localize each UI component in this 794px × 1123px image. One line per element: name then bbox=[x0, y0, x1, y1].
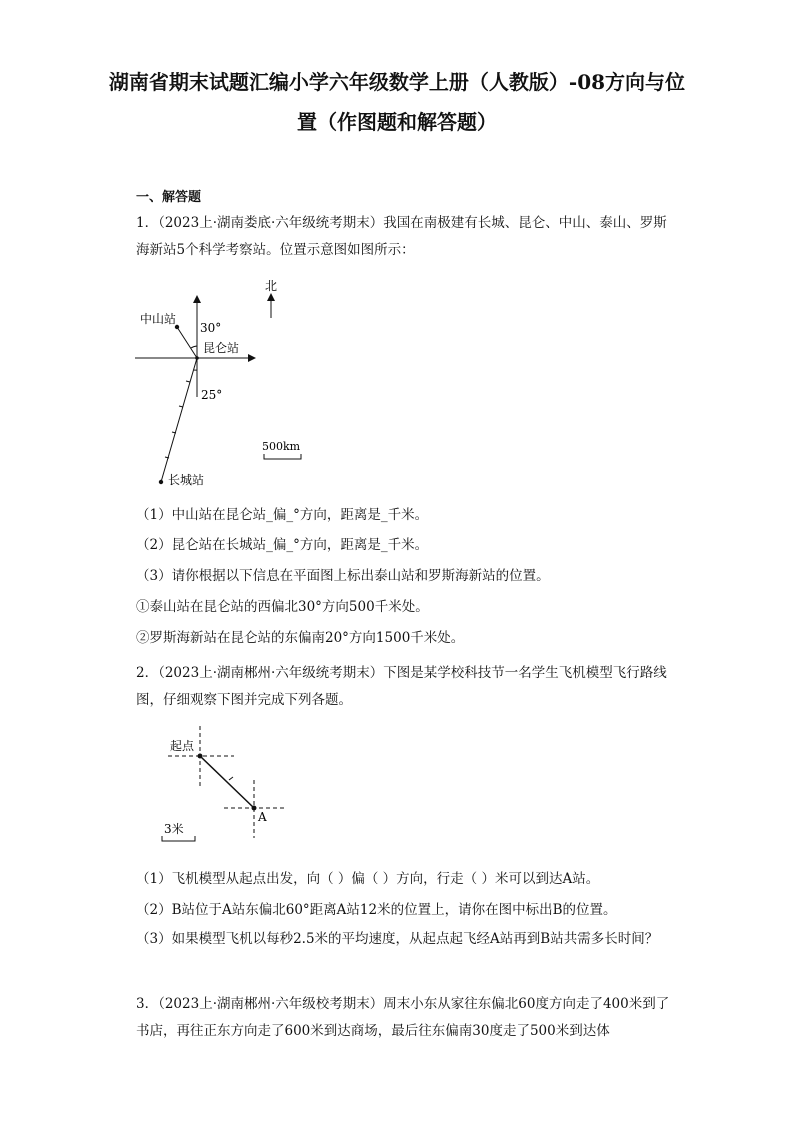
q1-label-angle-25: 25° bbox=[201, 388, 223, 402]
q1-sub-3: （3）请你根据以下信息在平面图上标出泰山站和罗斯海新站的位置。 bbox=[136, 568, 550, 584]
q1-sub-1: （1）中山站在昆仑站_偏_°方向，距离是_千米。 bbox=[136, 507, 429, 523]
q2-stem: 2．（2023上·湖南郴州·六年级统考期末）下图是某学校科技节一名学生飞机模型飞行路线图，仔细观察下图并完成下列各题。 bbox=[136, 665, 667, 708]
q1-scale-label: 500km bbox=[262, 440, 301, 453]
q3-stem: 3．（2023上·湖南郴州·六年级校考期末）周末小东从家往东偏北60度方向走了400米到了书店，再往正东方向走了600米到达商场，最后往东偏南30度走了500米到达体 bbox=[136, 996, 670, 1039]
q2-label-start: 起点 bbox=[170, 739, 195, 753]
page-title: 湖南省期末试题汇编小学六年级数学上册（人教版）-08方向与位置（作图题和解答题） bbox=[108, 70, 686, 134]
q2-point-start bbox=[198, 754, 203, 759]
q2-figure bbox=[150, 722, 300, 848]
q1-stem: 1．（2023上·湖南娄底·六年级统考期末）我国在南极建有长城、昆仑、中山、泰山、罗斯海新站5个科学考察站。位置示意图如图所示： bbox=[136, 215, 667, 258]
section-heading: 一、解答题 bbox=[136, 190, 202, 205]
q1-label-angle-30: 30° bbox=[200, 321, 222, 335]
q1-line-zhongshan bbox=[177, 327, 197, 358]
q2-sub-2: （2）B站位于A站东偏北60°距离A站12米的位置上，请你在图中标出B的位置。 bbox=[136, 902, 617, 918]
q1-line-changcheng bbox=[161, 358, 197, 482]
q1-point-changcheng bbox=[159, 480, 163, 484]
q1-sub-2: （2）昆仑站在长城站_偏_°方向，距离是_千米。 bbox=[136, 537, 429, 553]
q1-scale-bar bbox=[264, 454, 301, 459]
q2-label-a: A bbox=[258, 810, 267, 824]
q2-flight-path bbox=[200, 756, 254, 808]
q2-sub-3: （3）如果模型飞机以每秒2.5米的平均速度，从起点起飞经A站再到B站共需多长时间？ bbox=[136, 931, 659, 947]
q1-label-north: 北 bbox=[265, 279, 278, 293]
q1-figure bbox=[120, 272, 320, 496]
q1-info-1: ①泰山站在昆仑站的西偏北30°方向500千米处。 bbox=[136, 599, 429, 615]
q1-info-2: ②罗斯海新站在昆仑站的东偏南20°方向1500千米处。 bbox=[136, 630, 465, 646]
q2-scale-label: 3米 bbox=[164, 822, 184, 836]
q1-label-kunlun: 昆仑站 bbox=[203, 341, 240, 355]
q1-label-zhongshan: 中山站 bbox=[140, 312, 177, 326]
q1-label-changcheng: 长城站 bbox=[168, 473, 205, 487]
q2-scale-bar bbox=[162, 836, 195, 841]
q2-sub-1: （1）飞机模型从起点出发，向（ ）偏（ ）方向，行走（ ）米可以到达A站。 bbox=[136, 871, 600, 887]
q2-point-a bbox=[252, 806, 257, 811]
